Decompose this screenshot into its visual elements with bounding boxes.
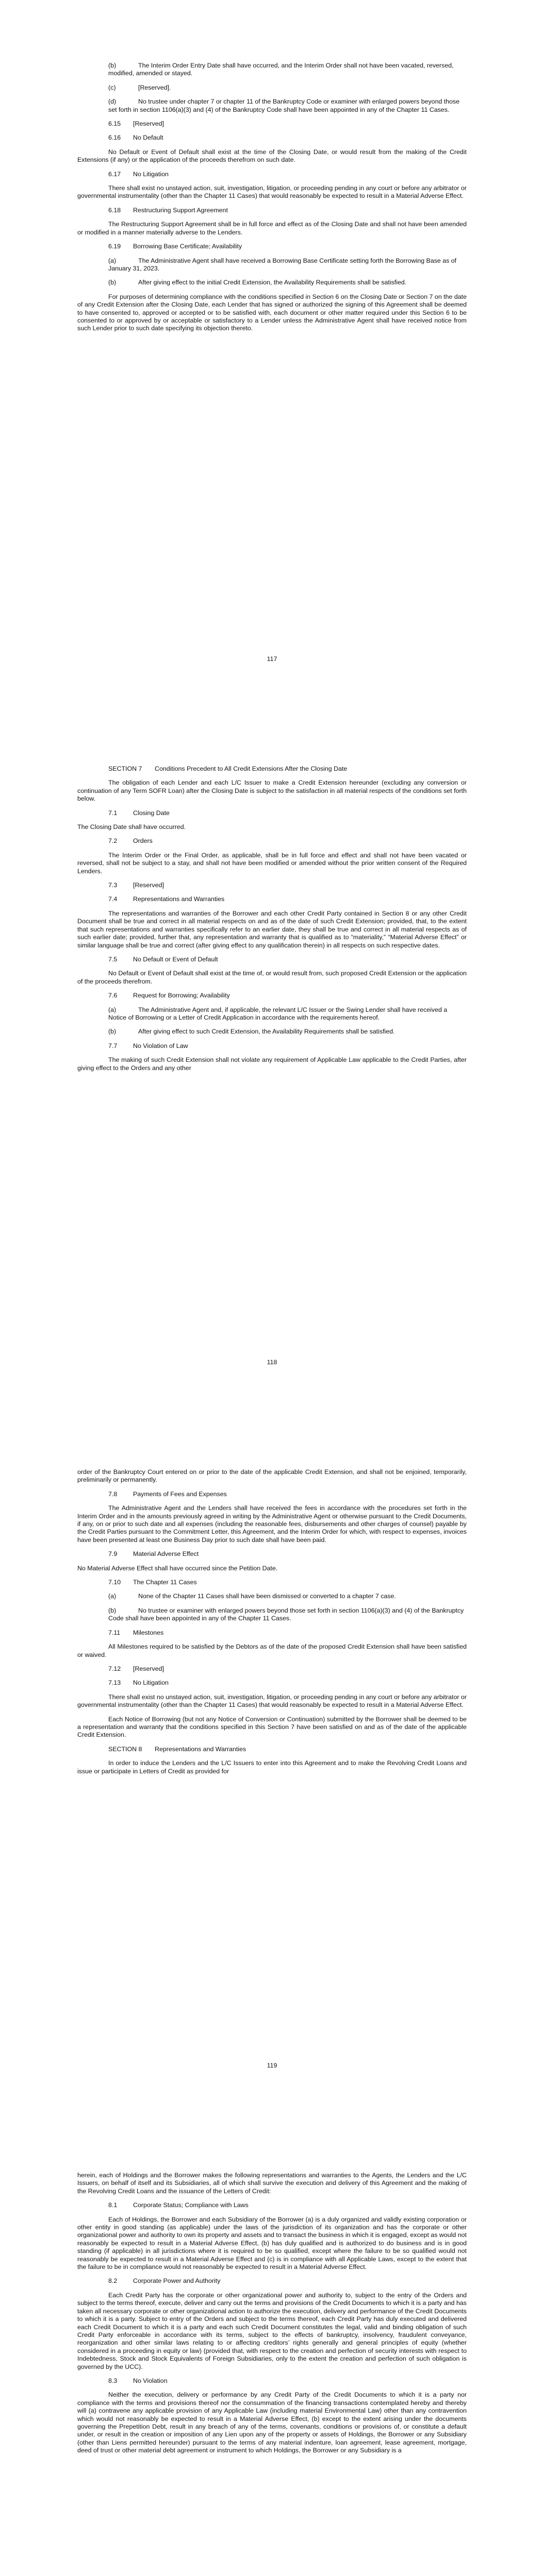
section-title: No Litigation	[133, 1679, 169, 1687]
subclause	[77, 257, 467, 273]
section-number: 8.2	[108, 2277, 118, 2285]
section-heading	[108, 1665, 467, 1673]
subclause-text: After giving effect to the initial Credit Extension, the Availability Requirements shall be satisfied.	[138, 279, 407, 286]
section-heading	[108, 895, 467, 903]
subclause-number: (b)	[108, 1028, 117, 1036]
subclause	[77, 1592, 467, 1600]
subclause-number: (b)	[108, 1606, 117, 1614]
paragraph: Each Credit Party has the corporate or other organizational power and authority to, subject to the entry of the Orders and subject to the terms thereof, execute, deliver and carry out the terms and provisions of the Credit Documents to which it is a party and has taken all necessary corporate or other organizational action to authorize the execution, delivery and performance of the Credit Documents to which it is a party. Subject to entry of the Orders and subject to the terms thereof, each Credit Party has duly executed and delivered each Credit Document to which it is a party and each such Credit Document constitutes the legal, valid and binding obligation of such Credit Party enforceable in accordance with its terms, subject to the effects of bankruptcy, insolvency, fraudulent conveyance, reorganization and other similar laws relating to or affecting creditors’ rights generally and general principles of equity (whether considered in a proceeding in equity or law) (provided that, with respect to the creation and perfection of security interests with respect to Indebtedness, Stock and Stock Equivalents of Foreign Subsidiaries, only to the extent the creation and perfection of such obligation is governed by the UCC).	[77, 2291, 467, 2370]
section-number: 6.16	[108, 134, 121, 142]
paragraph: For purposes of determining compliance with the conditions specified in Section 6 on the Closing Date or Section 7 on the date of any Credit Extension after the Closing Date, each Lender that has signed or authorized the signing of this Agreement shall be deemed to have consented to, approved or accepted or to be satisfied with, each document or other matter required under this Section 6 to be consented to or approved by or acceptable or satisfactory to a Lender unless the Administrative Agent shall have received notice from such Lender prior to such date specifying its objection thereto.	[77, 293, 467, 332]
paragraph: herein, each of Holdings and the Borrower makes the following representations and warranties to the Agents, the Lenders and the L/C Issuers, on behalf of itself and its Subsidiaries, all of which shall survive the execution and delivery of this Agreement and the making of the Revolving Credit Loans and the issuance of the Letters of Credit:	[77, 2172, 467, 2195]
paragraph: The Interim Order or the Final Order, as applicable, shall be in full force and effect and shall not have been vacated or reversed, shall not be subject to a stay, and shall not have been modified or amended without the prior written consent of the Required Lenders.	[77, 851, 467, 875]
section-number: 6.17	[108, 170, 121, 178]
page-number: 117	[267, 655, 277, 663]
subclause-text: [Reserved].	[138, 83, 171, 91]
subclause-text: After giving effect to such Credit Extension, the Availability Requirements shall be satisfied.	[138, 1028, 395, 1036]
section-heading	[108, 120, 467, 128]
section-title: Restructuring Support Agreement	[133, 206, 228, 214]
section-heading	[108, 171, 467, 178]
subclause	[77, 1607, 467, 1623]
section-number: 7.13	[108, 1679, 121, 1687]
article-title: Conditions Precedent to All Credit Extensions After the Closing Date	[155, 765, 348, 772]
article-heading	[108, 765, 467, 773]
section-title: Borrowing Base Certificate; Availability	[133, 243, 242, 250]
subclause-text: The Administrative Agent and, if applicable, the relevant L/C Issuer or the Swing Lender shall have received a Notice of Borrowing or a Letter of Credit Application in accordance with the requirements hereof.	[108, 1006, 448, 1021]
paragraph: Each of Holdings, the Borrower and each Subsidiary of the Borrower (a) is a duly organized and validly existing corporation or other entity in good standing (as applicable) under the laws of the jurisdiction of its organization and has the corporate or other organizational power and authority to own its property and assets and to transact the business in which it is engaged, except as would not reasonably be expected to result in a Material Adverse Effect, (b) has duly qualified and is authorized to do business and is in good standing (if applicable) in all jurisdictions where it is required to be so qualified, except where the failure to be so qualified would not reasonably be expected to result in a Material Adverse Effect and (c) is in compliance with all Applicable Laws, except to the extent that the failure to be in compliance would not reasonably be expected to result in a Material Adverse Effect.	[77, 2215, 467, 2271]
section-heading	[108, 1579, 467, 1586]
section-number: 7.8	[108, 1490, 118, 1498]
section-number: 8.1	[108, 2201, 118, 2209]
section-title: No Violation	[133, 2377, 168, 2384]
section-number: 7.6	[108, 992, 118, 999]
subclause-number: (a)	[108, 1006, 117, 1013]
subclause-text: None of the Chapter 11 Cases shall have been dismissed or converted to a chapter 7 case.	[138, 1592, 396, 1600]
subclause-number: (c)	[108, 83, 116, 91]
page-number: 119	[267, 2062, 277, 2069]
document-page	[0, 2110, 544, 2576]
section-number: 7.11	[108, 1629, 121, 1636]
section-title: No Violation of Law	[133, 1042, 188, 1049]
section-number: 7.5	[108, 955, 118, 963]
document-page	[0, 703, 544, 1406]
section-number: 6.15	[108, 120, 121, 128]
document-page	[0, 0, 544, 703]
section-title: No Default	[133, 134, 163, 142]
article-number: SECTION 7	[108, 765, 142, 772]
paragraph: The representations and warranties of the Borrower and each other Credit Party contained in Section 8 or any other Credit Document shall be true and correct in all material respects on and as of the date of such Credit Extension; provided, that, to the extent that such representations and warranties specifically refer to an earlier date, they shall be true and correct in all material respects as of such earlier date; provided, further that, any representation and warranty that is qualified as to “materiality,” “Material Adverse Effect” or similar language shall be true and correct (after giving effect to any qualification therein) in all respects on such respective dates.	[77, 909, 467, 949]
paragraph: No Material Adverse Effect shall have occurred since the Petition Date.	[77, 1564, 278, 1572]
section-number: 7.3	[108, 882, 118, 889]
section-title: Request for Borrowing; Availability	[133, 992, 230, 999]
subclause	[77, 98, 467, 114]
section-heading	[108, 134, 467, 142]
section-number: 6.18	[108, 206, 121, 214]
subclause	[77, 1028, 467, 1036]
subclause-text: The Administrative Agent shall have received a Borrowing Base Certificate setting forth the Borrowing Base as of January 31, 2023.	[108, 257, 457, 272]
section-heading	[108, 2201, 467, 2209]
section-number: 6.19	[108, 243, 121, 250]
section-number: 7.1	[108, 809, 118, 817]
subclause-text: No trustee under chapter 7 or chapter 11 of the Bankruptcy Code or examiner with enlarged powers beyond those set forth in section 1106(a)(3) and (4) of the Bankruptcy Code shall have been appointed in any of the Chapter 11 Cases.	[108, 98, 460, 113]
section-heading	[108, 207, 467, 214]
section-number: 7.2	[108, 837, 118, 845]
paragraph: The Restructuring Support Agreement shall be in full force and effect as of the Closing Date and shall not have been amended or modified in a manner materially adverse to the Lenders.	[77, 221, 467, 236]
section-heading	[108, 956, 467, 963]
subclause-text: The Interim Order Entry Date shall have occurred, and the Interim Order shall not have been vacated, reversed, modified, amended or stayed.	[108, 62, 454, 77]
section-title: No Litigation	[133, 170, 169, 178]
section-number: 7.4	[108, 895, 118, 903]
section-heading	[108, 2277, 467, 2285]
paragraph: There shall exist no unstayed action, suit, investigation, litigation, or proceeding pending in any court or before any arbitrator or governmental instrumentality (other than the Chapter 11 Cases) that would reasonably be expected to result in a Material Adverse Effect.	[77, 184, 467, 200]
section-title: Corporate Status; Compliance with Laws	[133, 2201, 249, 2209]
section-title: Closing Date	[133, 809, 170, 817]
section-heading	[108, 1679, 467, 1687]
paragraph: The making of such Credit Extension shall not violate any requirement of Applicable Law applicable to the Credit Parties, after giving effect to the Orders and any other	[77, 1056, 467, 1072]
paragraph: Neither the execution, delivery or performance by any Credit Party of the Credit Documents to which it is a party nor compliance with the terms and provisions thereof nor the consummation of the financing transactions contemplated hereby and thereby will (a) contravene any applicable provision of any Applicable Law (including material Environmental Law) other than any contravention which would not reasonably be expected to result in a Material Adverse Effect, (b) except to the extent arising under the documents governing the Prepetition Debt, result in any breach of any of the terms, covenants, conditions or provisions of, or constitute a default under, or result in the creation or imposition of any Lien upon any of the property or assets of Holdings, the Borrower or any Subsidiary (other than Liens permitted hereunder) pursuant to the terms of any material indenture, loan agreement, lease agreement, mortgage, deed of trust or other material debt agreement or instrument to which Holdings, the Borrower or any Subsidiary is a	[77, 2391, 467, 2454]
section-title: The Chapter 11 Cases	[133, 1579, 197, 1586]
subclause-number: (a)	[108, 1592, 117, 1600]
section-number: 7.7	[108, 1042, 118, 1049]
paragraph: The obligation of each Lender and each L/C Issuer to make a Credit Extension hereunder (excluding any conversion or continuation of any Term SOFR Loan) after the Closing Date is subject to the satisfaction in all material respects of the conditions set forth below.	[77, 779, 467, 803]
section-heading	[108, 243, 467, 250]
article-heading	[108, 1745, 467, 1753]
section-title: [Reserved]	[133, 882, 164, 889]
section-title: Material Adverse Effect	[133, 1550, 199, 1558]
article-number: SECTION 8	[108, 1745, 142, 1753]
section-title: No Default or Event of Default	[133, 955, 218, 963]
subclause-number: (b)	[108, 62, 117, 69]
section-heading	[108, 837, 467, 845]
section-title: Corporate Power and Authority	[133, 2277, 221, 2285]
paragraph: No Default or Event of Default shall exist at the time of, or would result from, such proposed Credit Extension or the application of the proceeds therefrom.	[77, 970, 467, 985]
section-heading	[108, 1629, 467, 1637]
paragraph: No Default or Event of Default shall exist at the time of the Closing Date, or would result from the making of the Credit Extensions (if any) or the application of the proceeds therefrom on such date.	[77, 148, 467, 164]
article-title: Representations and Warranties	[155, 1745, 246, 1753]
paragraph: The Administrative Agent and the Lenders shall have received the fees in accordance with the procedures set forth in the Interim Order and in the amounts previously agreed in writing by the Administrative Agent or otherwise pursuant to the Credit Documents, if any, on or prior to such date and all expenses (including the reasonable fees, disbursements and other charges of counsel) payable by the Credit Parties pursuant to the Commitment Letter, this Agreement, and the Interim Order for which, with respect to expenses, invoices have been presented at least one Business Day prior to such date shall have been paid.	[77, 1504, 467, 1544]
section-heading	[108, 1490, 467, 1498]
section-title: Milestones	[133, 1629, 164, 1636]
section-heading	[108, 1550, 467, 1558]
section-number: 7.9	[108, 1550, 118, 1558]
section-title: [Reserved]	[133, 120, 164, 128]
section-title: Representations and Warranties	[133, 895, 225, 903]
section-heading	[108, 882, 467, 889]
paragraph: The Closing Date shall have occurred.	[77, 823, 186, 831]
section-title: Orders	[133, 837, 153, 845]
paragraph: order of the Bankruptcy Court entered on or prior to the date of the applicable Credit Extension, and shall not be enjoined, temporarily, preliminarily or permanently.	[77, 1468, 467, 1484]
paragraph: Each Notice of Borrowing (but not any Notice of Conversion or Continuation) submitted by the Borrower shall be deemed to be a representation and warranty that the conditions specified in this Section 7 have been satisfied on and as of the date of the applicable Credit Extension.	[77, 1715, 467, 1739]
section-number: 8.3	[108, 2377, 118, 2384]
section-number: 7.10	[108, 1579, 121, 1586]
section-number: 7.12	[108, 1665, 121, 1672]
page-number: 118	[267, 1359, 277, 1366]
paragraph: In order to induce the Lenders and the L/C Issuers to enter into this Agreement and to make the Revolving Credit Loans and issue or participate in Letters of Credit as provided for	[77, 1759, 467, 1775]
subclause-text: No trustee or examiner with enlarged powers beyond those set forth in section 1106(a)(3) and (4) of the Bankruptcy Code shall have been appointed in any of the Chapter 11 Cases.	[108, 1606, 464, 1622]
paragraph: There shall exist no unstayed action, suit, investigation, litigation, or proceeding pending in any court or before any arbitrator or governmental instrumentality (other than the Chapter 11 Cases) that would reasonably be expected to result in a Material Adverse Effect.	[77, 1693, 467, 1709]
section-title: Payments of Fees and Expenses	[133, 1490, 227, 1498]
document-page	[0, 1406, 544, 2110]
section-heading	[108, 809, 467, 817]
subclause	[77, 279, 467, 286]
subclause	[77, 1006, 467, 1022]
section-heading	[108, 2377, 467, 2385]
subclause	[77, 62, 467, 78]
subclause	[77, 84, 467, 92]
subclause-number: (a)	[108, 257, 117, 264]
section-heading	[108, 1042, 467, 1050]
subclause-number: (b)	[108, 279, 117, 286]
section-heading	[108, 992, 467, 999]
section-title: [Reserved]	[133, 1665, 164, 1672]
subclause-number: (d)	[108, 98, 117, 106]
paragraph: All Milestones required to be satisfied by the Debtors as of the date of the proposed Credit Extension shall have been satisfied or waived.	[77, 1643, 467, 1658]
